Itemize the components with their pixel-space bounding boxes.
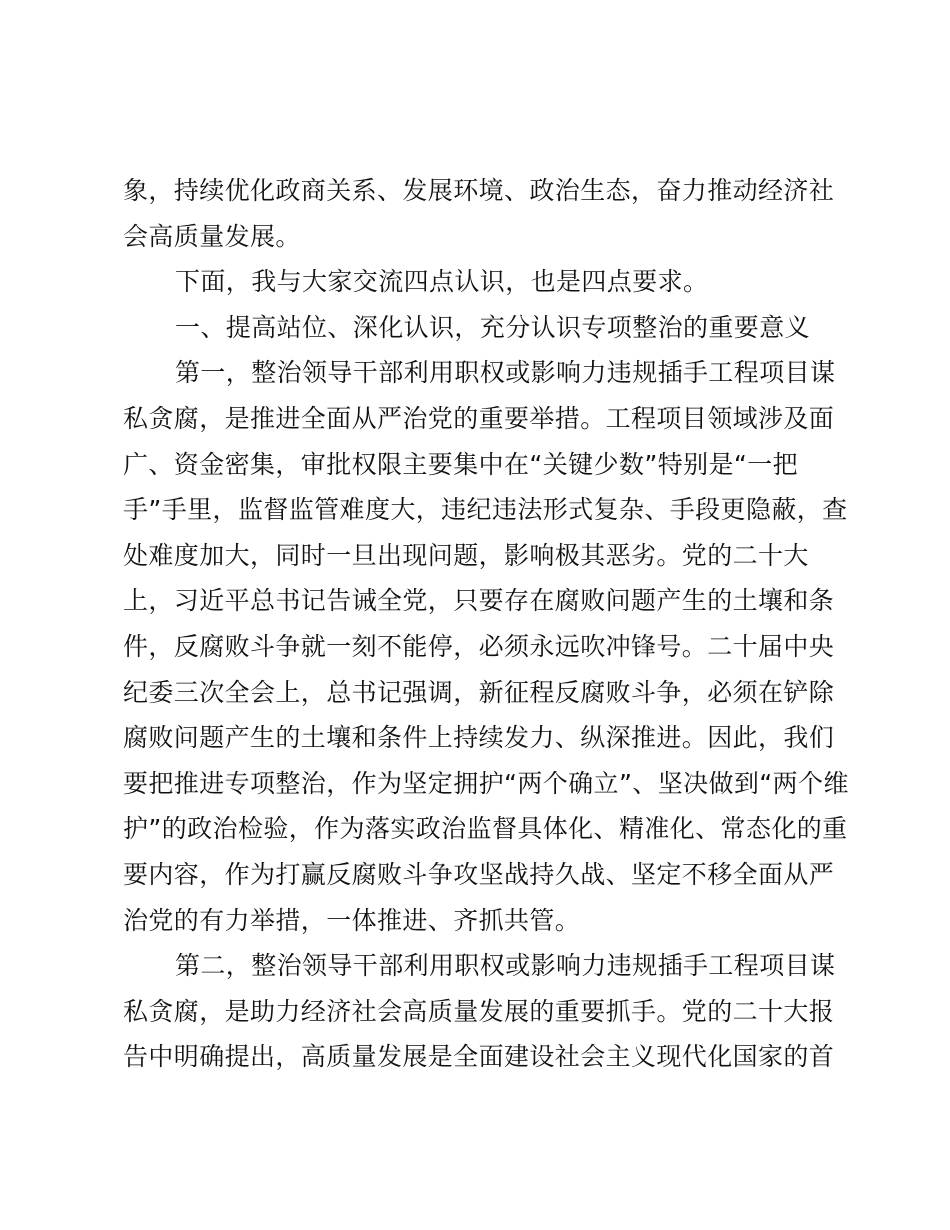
section-heading: 一、提高站位、深化认识，充分认识专项整治的重要意义 [175,312,811,342]
text-line: 要把推进专项整治，作为坚定拥护“两个确立”、坚决做到“两个维 [123,768,849,798]
text-line: 件，反腐败斗争就一刻不能停，必须永远吹冲锋号。二十届中央 [123,631,835,661]
text-line: 私贪腐，是助力经济社会高质量发展的重要抓手。党的二十大报 [123,996,835,1026]
text-line: 下面，我与大家交流四点认识，也是四点要求。 [175,267,709,297]
text-line: 象，持续优化政商关系、发展环境、政治生态，奋力推动经济社 [123,176,835,205]
text-line: 手”手里，监督监管难度大，违纪违法形式复杂、手段更隐蔽，查 [123,495,848,525]
document-body [123,168,849,1080]
text-line: 要内容，作为打赢反腐败斗争攻坚战持久战、坚定不移全面从严 [123,859,835,889]
text-line: 腐败问题产生的土壤和条件上持续发力、纵深推进。因此，我们 [123,723,835,753]
text-line: 第一，整治领导干部利用职权或影响力违规插手工程项目谋 [175,358,836,388]
text-line: 纪委三次全会上，总书记强调，新征程反腐败斗争，必须在铲除 [123,677,835,707]
text-line: 护”的政治检验，作为落实政治监督具体化、精准化、常态化的重 [123,814,848,844]
text-line: 处难度加大，同时一旦出现问题，影响极其恶劣。党的二十大 [123,540,809,570]
text-line: 私贪腐，是推进全面从严治党的重要举措。工程项目领域涉及面 [123,403,835,433]
text-line: 广、资金密集，审批权限主要集中在“关键少数”特别是“一把 [123,449,799,479]
text-line: 会高质量发展。 [123,221,301,251]
text-line: 第二，整治领导干部利用职权或影响力违规插手工程项目谋 [175,951,836,981]
text-line: 告中明确提出，高质量发展是全面建设社会主义现代化国家的首 [123,1042,835,1072]
text-line: 上，习近平总书记告诫全党，只要存在腐败问题产生的土壤和条 [123,586,835,616]
text-line: 治党的有力举措，一体推进、齐抓共管。 [123,905,581,935]
